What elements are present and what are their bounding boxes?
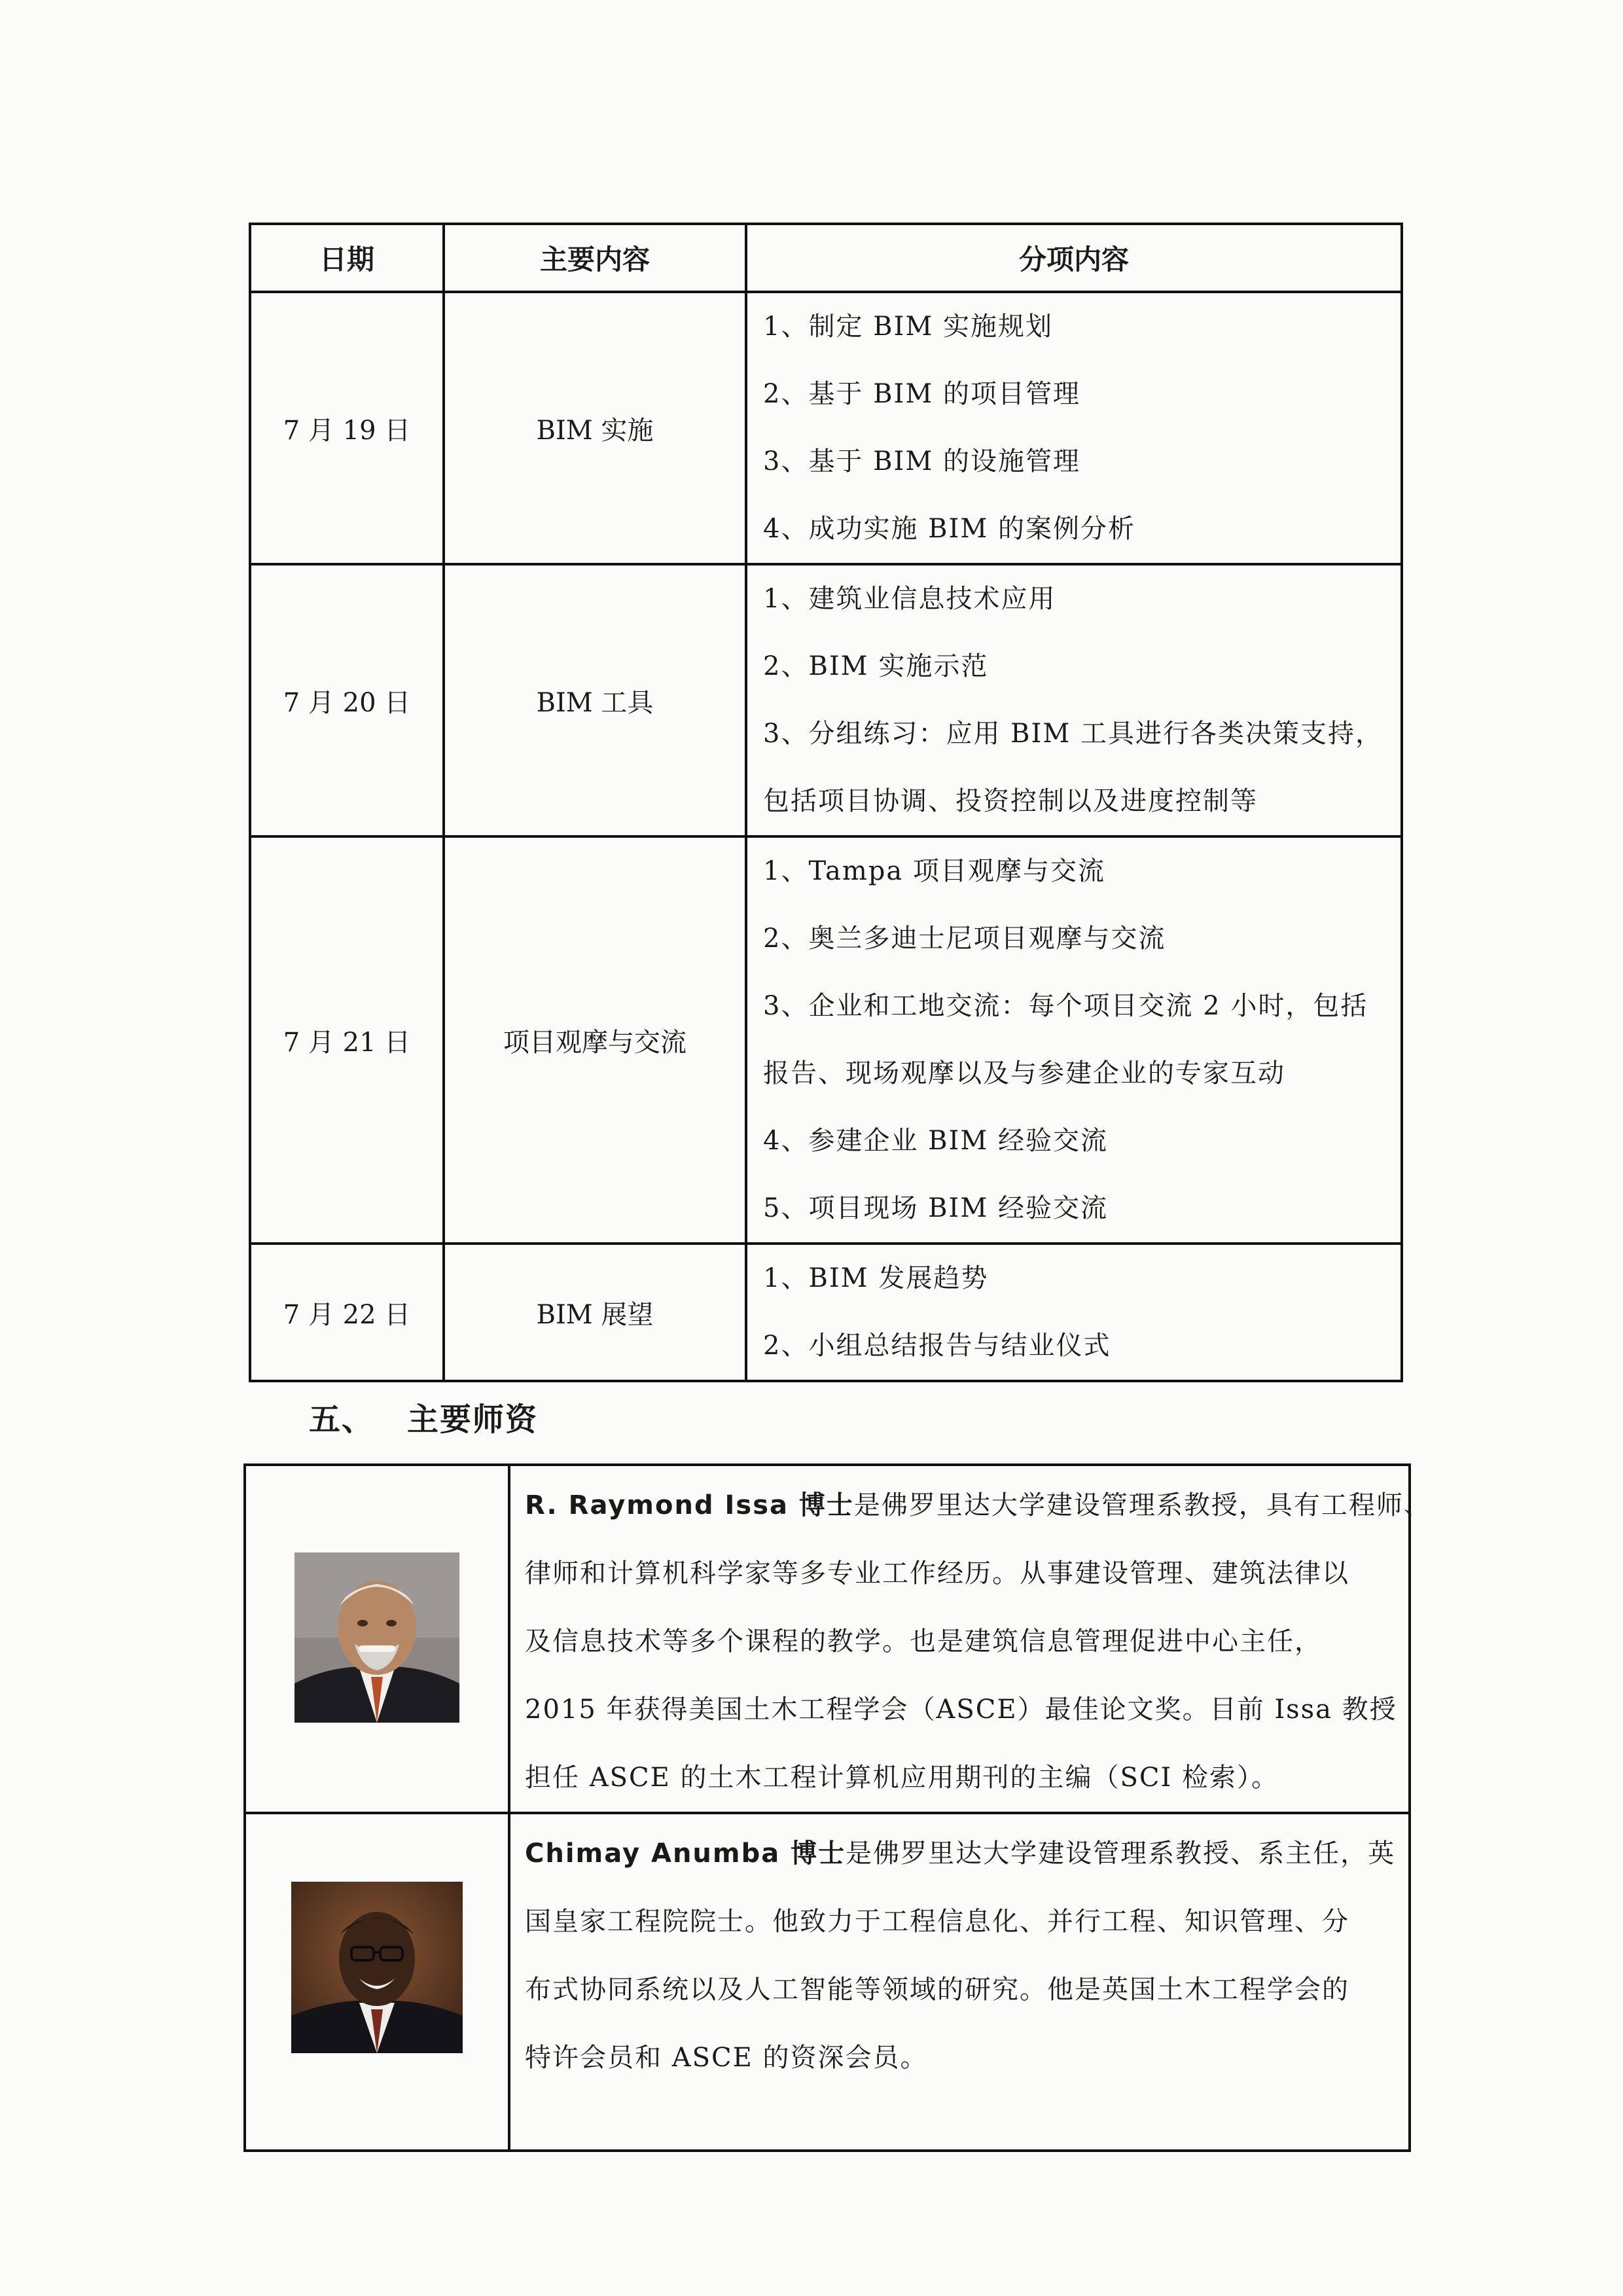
faculty-table xyxy=(243,1463,1431,2152)
bio-line: 国皇家工程院院士。他致力于工程信息化、并行工程、知识管理、分 xyxy=(525,1907,1349,1937)
list-item: 1、建筑业信息技术应用 xyxy=(763,584,1056,614)
bio-text: 是佛罗里达大学建设管理系教授，具有工程师、 xyxy=(853,1490,1431,1520)
date-cell: 7 月 21 日 xyxy=(250,836,444,1244)
portrait-issa xyxy=(294,1552,459,1723)
date-cell: 7 月 20 日 xyxy=(250,564,444,836)
photo-cell xyxy=(245,1465,509,1813)
faculty-row xyxy=(245,1813,1410,2151)
list-item: 包括项目协调、投资控制以及进度控制等 xyxy=(763,786,1258,816)
header-date: 日期 xyxy=(250,224,444,292)
list-item: 3、基于 BIM 的设施管理 xyxy=(763,446,1081,476)
date-cell: 7 月 22 日 xyxy=(250,1244,444,1381)
sub-content-cell xyxy=(746,1244,1402,1381)
table-row xyxy=(250,292,1402,564)
bio-text: 是佛罗里达大学建设管理系教授、系主任，英 xyxy=(846,1839,1396,1869)
main-content-cell: BIM 实施 xyxy=(444,292,746,564)
sub-content-cell xyxy=(746,564,1402,836)
list-item: 1、BIM 发展趋势 xyxy=(763,1263,989,1293)
date-cell: 7 月 19 日 xyxy=(250,292,444,564)
bio-cell xyxy=(509,1465,1431,1813)
bio-line xyxy=(525,1471,1431,1539)
list-item: 3、分组练习：应用 BIM 工具进行各类决策支持， xyxy=(763,719,1383,749)
section-number: 五、 xyxy=(309,1401,375,1438)
list-item: 5、项目现场 BIM 经验交流 xyxy=(763,1193,1109,1223)
faculty-row xyxy=(245,1465,1410,1813)
faculty-name: Chimay Anumba 博士 xyxy=(525,1839,846,1869)
main-content-cell: BIM 展望 xyxy=(444,1244,746,1381)
bio-line: 2015 年获得美国土木工程学会（ASCE）最佳论文奖。目前 Issa 教授 xyxy=(525,1695,1397,1725)
main-content-cell: BIM 工具 xyxy=(444,564,746,836)
table-row xyxy=(250,1244,1402,1381)
list-item: 3、企业和工地交流：每个项目交流 2 小时，包括 xyxy=(763,991,1368,1021)
bio-line xyxy=(525,1820,1395,1888)
bio-line: 及信息技术等多个课程的教学。也是建筑信息管理促进中心主任， xyxy=(525,1626,1322,1657)
table-row xyxy=(250,564,1402,836)
list-item: 2、BIM 实施示范 xyxy=(763,651,989,681)
bio-line: 律师和计算机科学家等多专业工作经历。从事建设管理、建筑法律以 xyxy=(525,1558,1349,1588)
header-sub-content: 分项内容 xyxy=(746,224,1402,292)
sub-content-cell xyxy=(746,836,1402,1244)
bio-line: 担任 ASCE 的土木工程计算机应用期刊的主编（SCI 检索）。 xyxy=(525,1763,1279,1793)
section-heading xyxy=(309,1394,538,1439)
header-main-content: 主要内容 xyxy=(444,224,746,292)
table-row xyxy=(250,836,1402,1244)
bio-line: 布式协同系统以及人工智能等领域的研究。他是英国土木工程学会的 xyxy=(525,1975,1349,2005)
schedule-table xyxy=(249,223,1403,1382)
sub-content-cell xyxy=(746,292,1402,564)
portrait-anumba xyxy=(291,1882,463,2053)
list-item: 4、成功实施 BIM 的案例分析 xyxy=(763,514,1136,544)
list-item: 1、Tampa 项目观摩与交流 xyxy=(763,856,1105,886)
faculty-name: R. Raymond Issa 博士 xyxy=(525,1490,854,1520)
list-item: 2、小组总结报告与结业仪式 xyxy=(763,1331,1111,1361)
section-title: 主要师资 xyxy=(407,1401,539,1438)
main-content-cell: 项目观摩与交流 xyxy=(444,836,746,1244)
list-item: 报告、现场观摩以及与参建企业的专家互动 xyxy=(763,1058,1285,1088)
list-item: 4、参建企业 BIM 经验交流 xyxy=(763,1126,1109,1156)
list-item: 2、基于 BIM 的项目管理 xyxy=(763,379,1081,409)
bio-cell xyxy=(509,1813,1410,2151)
list-item: 2、奥兰多迪士尼项目观摩与交流 xyxy=(763,924,1166,954)
list-item: 1、制定 BIM 实施规划 xyxy=(763,312,1054,342)
bio-line: 特许会员和 ASCE 的资深会员。 xyxy=(525,2043,928,2073)
photo-cell xyxy=(245,1813,509,2151)
schedule-header-row xyxy=(250,224,1402,292)
